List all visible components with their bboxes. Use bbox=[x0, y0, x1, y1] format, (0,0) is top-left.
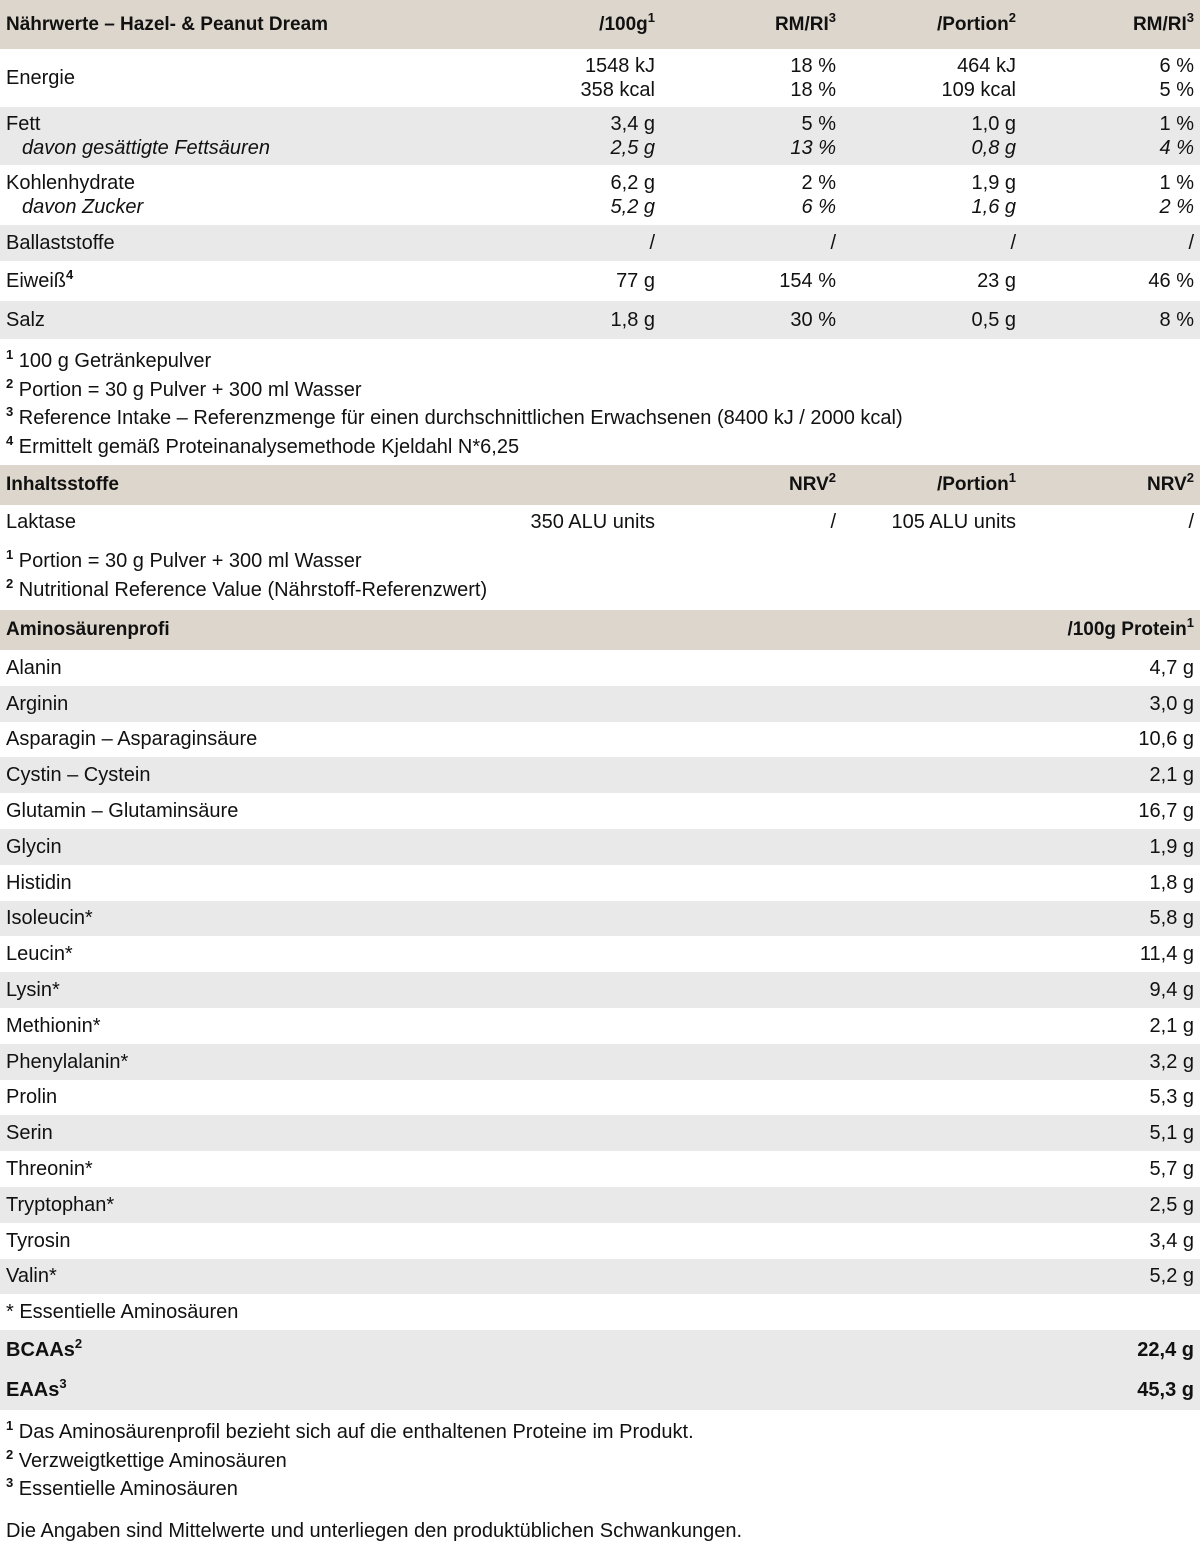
amino-name: Alanin bbox=[6, 656, 62, 679]
col-rmri-100g: $RM/RI^3$ bbox=[661, 0, 842, 49]
amino-row bbox=[0, 650, 1200, 686]
amino-row bbox=[0, 1080, 1200, 1116]
amino-row bbox=[0, 1259, 1200, 1295]
amino-table bbox=[0, 610, 1200, 1410]
amino-name: Asparagin – Asparaginsäure bbox=[6, 728, 258, 751]
amino-name: Prolin bbox=[6, 1086, 58, 1109]
inhaltsstoffe-footnotes bbox=[0, 539, 1200, 610]
row-salz: Salz 1,8 g 30 % 0,5 g 8 % bbox=[0, 301, 1200, 339]
amino-name: Methionin* bbox=[6, 1014, 101, 1037]
footnote: $^3$ Reference Intake – Referenzmenge für einen durchschnittlichen Erwachsenen (8400 kJ / 2000 kcal) bbox=[6, 404, 903, 429]
essential-note-row: * Essentielle Aminosäuren bbox=[6, 1301, 239, 1324]
col-portion: /Portion$^2$ bbox=[842, 0, 1022, 49]
amino-row bbox=[0, 793, 1200, 829]
row-ballaststoffe: Ballaststoffe / / / / bbox=[0, 225, 1200, 261]
naehrwerte-title: Nährwerte – Hazel- & Peanut Dream bbox=[0, 0, 480, 49]
amino-value: 5,3 g bbox=[1149, 1086, 1194, 1109]
amino-name: Threonin* bbox=[6, 1158, 93, 1181]
footnote: $^4$ Ermittelt gemäß Proteinanalysemethode Kjeldahl N*6,25 bbox=[6, 432, 520, 458]
amino-value: 5,8 g bbox=[900, 901, 1200, 937]
amino-row bbox=[0, 829, 1200, 865]
amino-name: Glutamin – Glutaminsäure bbox=[6, 800, 239, 823]
inhaltsstoffe-table bbox=[0, 465, 1200, 539]
amino-value: 11,4 g bbox=[1139, 943, 1194, 966]
amino-value: 5,7 g bbox=[1149, 1158, 1194, 1181]
amino-name: Serin bbox=[0, 1115, 900, 1151]
amino-value: 2,5 g bbox=[900, 1187, 1200, 1223]
amino-name: Phenylalanin* bbox=[0, 1044, 900, 1080]
amino-row bbox=[0, 1187, 1200, 1223]
amino-row bbox=[0, 865, 1200, 901]
amino-value: 3,2 g bbox=[900, 1044, 1200, 1080]
amino-value: 2,1 g bbox=[900, 757, 1200, 793]
col-100g: $/100g^1$ bbox=[480, 0, 661, 49]
naehrwerte-table bbox=[0, 0, 1200, 339]
footnote: $^3$ Essentielle Aminosäuren bbox=[6, 1475, 238, 1501]
col-rmri-portion: $RM/RI^3$ bbox=[1022, 0, 1200, 49]
amino-row bbox=[0, 901, 1200, 937]
amino-row bbox=[0, 1115, 1200, 1151]
row-kohlenhydrate: Kohlenhydrate davon Zucker 6,2 g 5,2 g 2 % 6 % 1,9 g 1,6 g 1 % 2 % bbox=[6, 172, 1194, 218]
amino-row bbox=[0, 757, 1200, 793]
naehrwerte-header bbox=[0, 0, 1200, 49]
footnote: $^1$ Portion = 30 g Pulver + 300 ml Wasser bbox=[6, 547, 362, 572]
amino-value: 5,1 g bbox=[900, 1115, 1200, 1151]
amino-header: Aminosäurenprofi /100g Protein$^1$ bbox=[0, 610, 1200, 650]
row-energie: Energie 1548 kJ 358 kcal 18 % 18 % 464 kJ 109 kcal 6 % 5 % bbox=[6, 55, 1194, 101]
amino-name: Histidin bbox=[6, 871, 72, 894]
amino-value: 10,6 g bbox=[1138, 728, 1194, 751]
amino-row bbox=[0, 686, 1200, 722]
footnote: $^1$ Das Aminosäurenprofil bezieht sich auf die enthaltenen Proteine im Produkt. bbox=[6, 1418, 694, 1444]
amino-title: Aminosäurenprofi bbox=[0, 610, 900, 650]
footnote: $^2$ Portion = 30 g Pulver + 300 ml Wasser bbox=[6, 375, 362, 401]
amino-name: Tyrosin bbox=[6, 1229, 71, 1252]
footnote: $^1$ 100 g Getränkepulver bbox=[6, 347, 212, 372]
amino-name: Cystin – Cystein bbox=[0, 757, 900, 793]
amino-name: Arginin bbox=[0, 686, 900, 722]
amino-row bbox=[0, 1151, 1200, 1187]
amino-value: 9,4 g bbox=[900, 972, 1200, 1008]
amino-row bbox=[0, 722, 1200, 758]
inhaltsstoffe-title: Inhaltsstoffe bbox=[0, 465, 480, 505]
amino-name: Glycin bbox=[0, 829, 900, 865]
footnote: $^2$ Verzweigtkettige Aminosäuren bbox=[6, 1446, 287, 1472]
amino-footnotes bbox=[0, 1410, 1200, 1510]
amino-row bbox=[0, 936, 1200, 972]
row-laktase: Laktase 350 ALU units / 105 ALU units / bbox=[6, 511, 1194, 533]
amino-name: Lysin* bbox=[0, 972, 900, 1008]
amino-name: Valin* bbox=[0, 1259, 900, 1295]
amino-name: Tryptophan* bbox=[0, 1187, 900, 1223]
row-eiweiss: Eiweiß$^4$ 77 g 154 % 23 g 46 % bbox=[6, 267, 1194, 292]
amino-value: 16,7 g bbox=[1138, 800, 1194, 823]
amino-name: Isoleucin* bbox=[0, 901, 900, 937]
amino-value: 5,2 g bbox=[900, 1259, 1200, 1295]
amino-name: Leucin* bbox=[6, 943, 73, 966]
amino-row bbox=[0, 1044, 1200, 1080]
row-bcaa: BCAAs$^2$ 22,4 g bbox=[0, 1330, 1200, 1370]
amino-value: 2,1 g bbox=[1149, 1014, 1194, 1037]
amino-value: 3,0 g bbox=[900, 686, 1200, 722]
disclaimer: Die Angaben sind Mittelwerte und unterliegen den produktüblichen Schwankungen. bbox=[6, 1520, 743, 1543]
inhaltsstoffe-header: Inhaltsstoffe NRV$^2$ /Portion$^1$ NRV$^2$ bbox=[0, 465, 1200, 505]
amino-row bbox=[0, 1008, 1200, 1044]
amino-row bbox=[0, 972, 1200, 1008]
amino-row bbox=[0, 1223, 1200, 1259]
amino-value: 4,7 g bbox=[1149, 656, 1194, 679]
naehrwerte-footnotes bbox=[0, 339, 1200, 465]
footnote: $^2$ Nutritional Reference Value (Nährstoff-Referenzwert) bbox=[6, 575, 488, 601]
amino-value: 3,4 g bbox=[1149, 1229, 1194, 1252]
amino-value: 1,8 g bbox=[1149, 871, 1194, 894]
amino-value: 1,9 g bbox=[900, 829, 1200, 865]
row-eaa: EAAs$^3$ 45,3 g bbox=[0, 1370, 1200, 1410]
row-fett: Fett davon gesättigte Fettsäuren 3,4 g 2,5 g 5 % 13 % 1,0 g 0,8 g 1 % 4 % bbox=[0, 107, 1200, 165]
